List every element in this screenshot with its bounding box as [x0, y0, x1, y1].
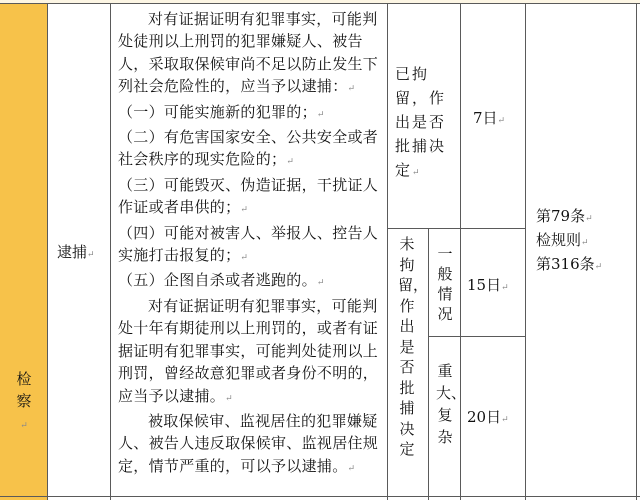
- general-case-label: 一般情况: [437, 245, 453, 323]
- basis-line: 第316条↵: [536, 255, 603, 273]
- divider-days: [460, 3, 461, 500]
- legal-basis: [536, 206, 602, 278]
- divider-measure: [110, 3, 111, 500]
- divider-not-detained-sub: [428, 228, 429, 500]
- serious-case-label: 重大、复杂: [436, 362, 467, 446]
- detained-days: 7日↵: [473, 109, 506, 127]
- condition-paragraph: 对有证据证明有犯罪事实，可能判处十年有期徒刑以上刑罚的，或者有证据证明有犯罪事实，可能判处徒刑以上刑罚，曾经故意犯罪或者身份不明的，应当予以逮捕。↵: [118, 296, 379, 405]
- divider-right: [636, 3, 637, 500]
- divider-basis: [525, 3, 526, 500]
- divider-detained-row: [387, 228, 525, 229]
- condition-paragraph: 被取保候审、监视居住的犯罪嫌疑人、被告人违反取保候审、监视居住规定，情节严重的，可以予以逮捕。↵: [118, 411, 379, 475]
- condition-paragraph: （一）可能实施新的犯罪的；↵: [118, 102, 325, 121]
- condition-paragraph: （五）企图自杀或者逃跑的。↵: [118, 271, 325, 290]
- serious-case-days: 20日↵: [467, 408, 509, 426]
- measure-label: 逮捕↵: [57, 243, 95, 261]
- condition-paragraph: （三）可能毁灭、伪造证据，干扰证人作证或者串供的；↵: [118, 175, 379, 217]
- department-label: 检察↵: [16, 370, 32, 431]
- condition-paragraph: 对有证据证明有犯罪事实，可能判处徒刑以上刑罚的犯罪嫌疑人、被告人，采取取保候审尚不足以防止发生下列社会危险性的，应当予以逮捕：↵: [118, 10, 379, 96]
- not-detained-label: 未拘留，作出是否批捕决定: [398, 235, 429, 458]
- condition-paragraph: （四）可能对被害人、举报人、控告人实施打击报复的；↵: [118, 223, 379, 265]
- divider-dept: [47, 3, 48, 500]
- table-top-border: [0, 3, 640, 4]
- condition-paragraph: （二）有危害国家安全、公共安全或者社会秩序的现实危险的；↵: [118, 128, 379, 169]
- divider-conditions: [387, 3, 388, 500]
- general-case-days: 15日↵: [467, 276, 509, 294]
- conditions-text: [118, 8, 384, 480]
- basis-line: 检规则↵: [536, 231, 589, 249]
- table-bottom-border: [0, 496, 640, 497]
- basis-line: 第79条↵: [536, 207, 593, 225]
- detained-label: 已拘留，作出是否批捕决定↵: [395, 65, 447, 179]
- divider-general-serious: [428, 336, 525, 337]
